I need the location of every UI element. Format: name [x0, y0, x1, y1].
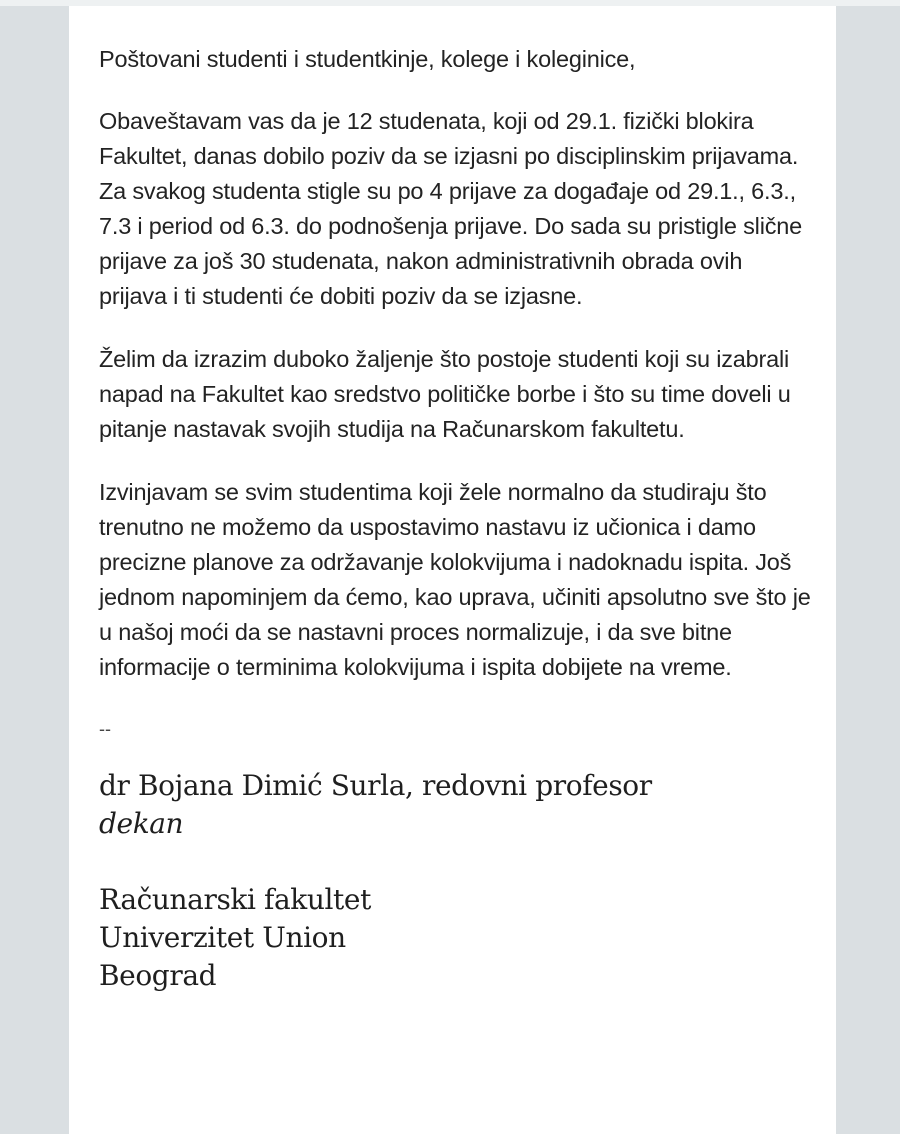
signature-spacer	[99, 843, 836, 881]
signature-title: dekan	[99, 807, 184, 840]
signature-city: Beograd	[99, 959, 217, 992]
signature-separator: --	[99, 719, 111, 739]
paragraph-regret: Želim da izrazim duboko žaljenje što postoje studenti koji su izabrali napad na Fakultet kao sredstvo političke borbe i što su time doveli u pitanje nastavak svojih studija na Računarskom fakultetu.	[99, 346, 791, 442]
paragraph-apology: Izvinjavam se svim studentima koji žele normalno da studiraju što trenutno ne možemo da uspostavimo nastavu iz učionica i damo precizne planove za održavanje kolokvijuma i nadoknadu ispita. Još jednom napominjem da ćemo, kao uprava, učiniti apsolutno sve što je u našoj moći da se nastavni proces normalizuje, i da sve bitne informacije o terminima kolokvijuma i ispita dobijete na vreme.	[99, 479, 811, 680]
signature-block	[99, 767, 836, 995]
signature-institution: Računarski fakultet	[99, 883, 371, 916]
greeting: Poštovani studenti i studentkinje, kolege i koleginice,	[99, 46, 636, 72]
signature-university: Univerzitet Union	[99, 921, 346, 954]
signature-name: dr Bojana Dimić Surla, redovni profesor	[99, 769, 652, 802]
email-body	[69, 6, 836, 1134]
paragraph-disciplinary-notice: Obaveštavam vas da je 12 studenata, koji od 29.1. fizički blokira Fakultet, danas dobilo poziv da se izjasni po disciplinskim prijavama. Za svakog studenta stigle su po 4 prijave za događaje od 29.1., 6.3., 7.3 i period od 6.3. do podnošenja prijave. Do sada su pristigle slične prijave za još 30 studenata, nakon administrativnih obrada ovih prijava i ti studenti će dobiti poziv da se izjasne.	[99, 108, 802, 309]
